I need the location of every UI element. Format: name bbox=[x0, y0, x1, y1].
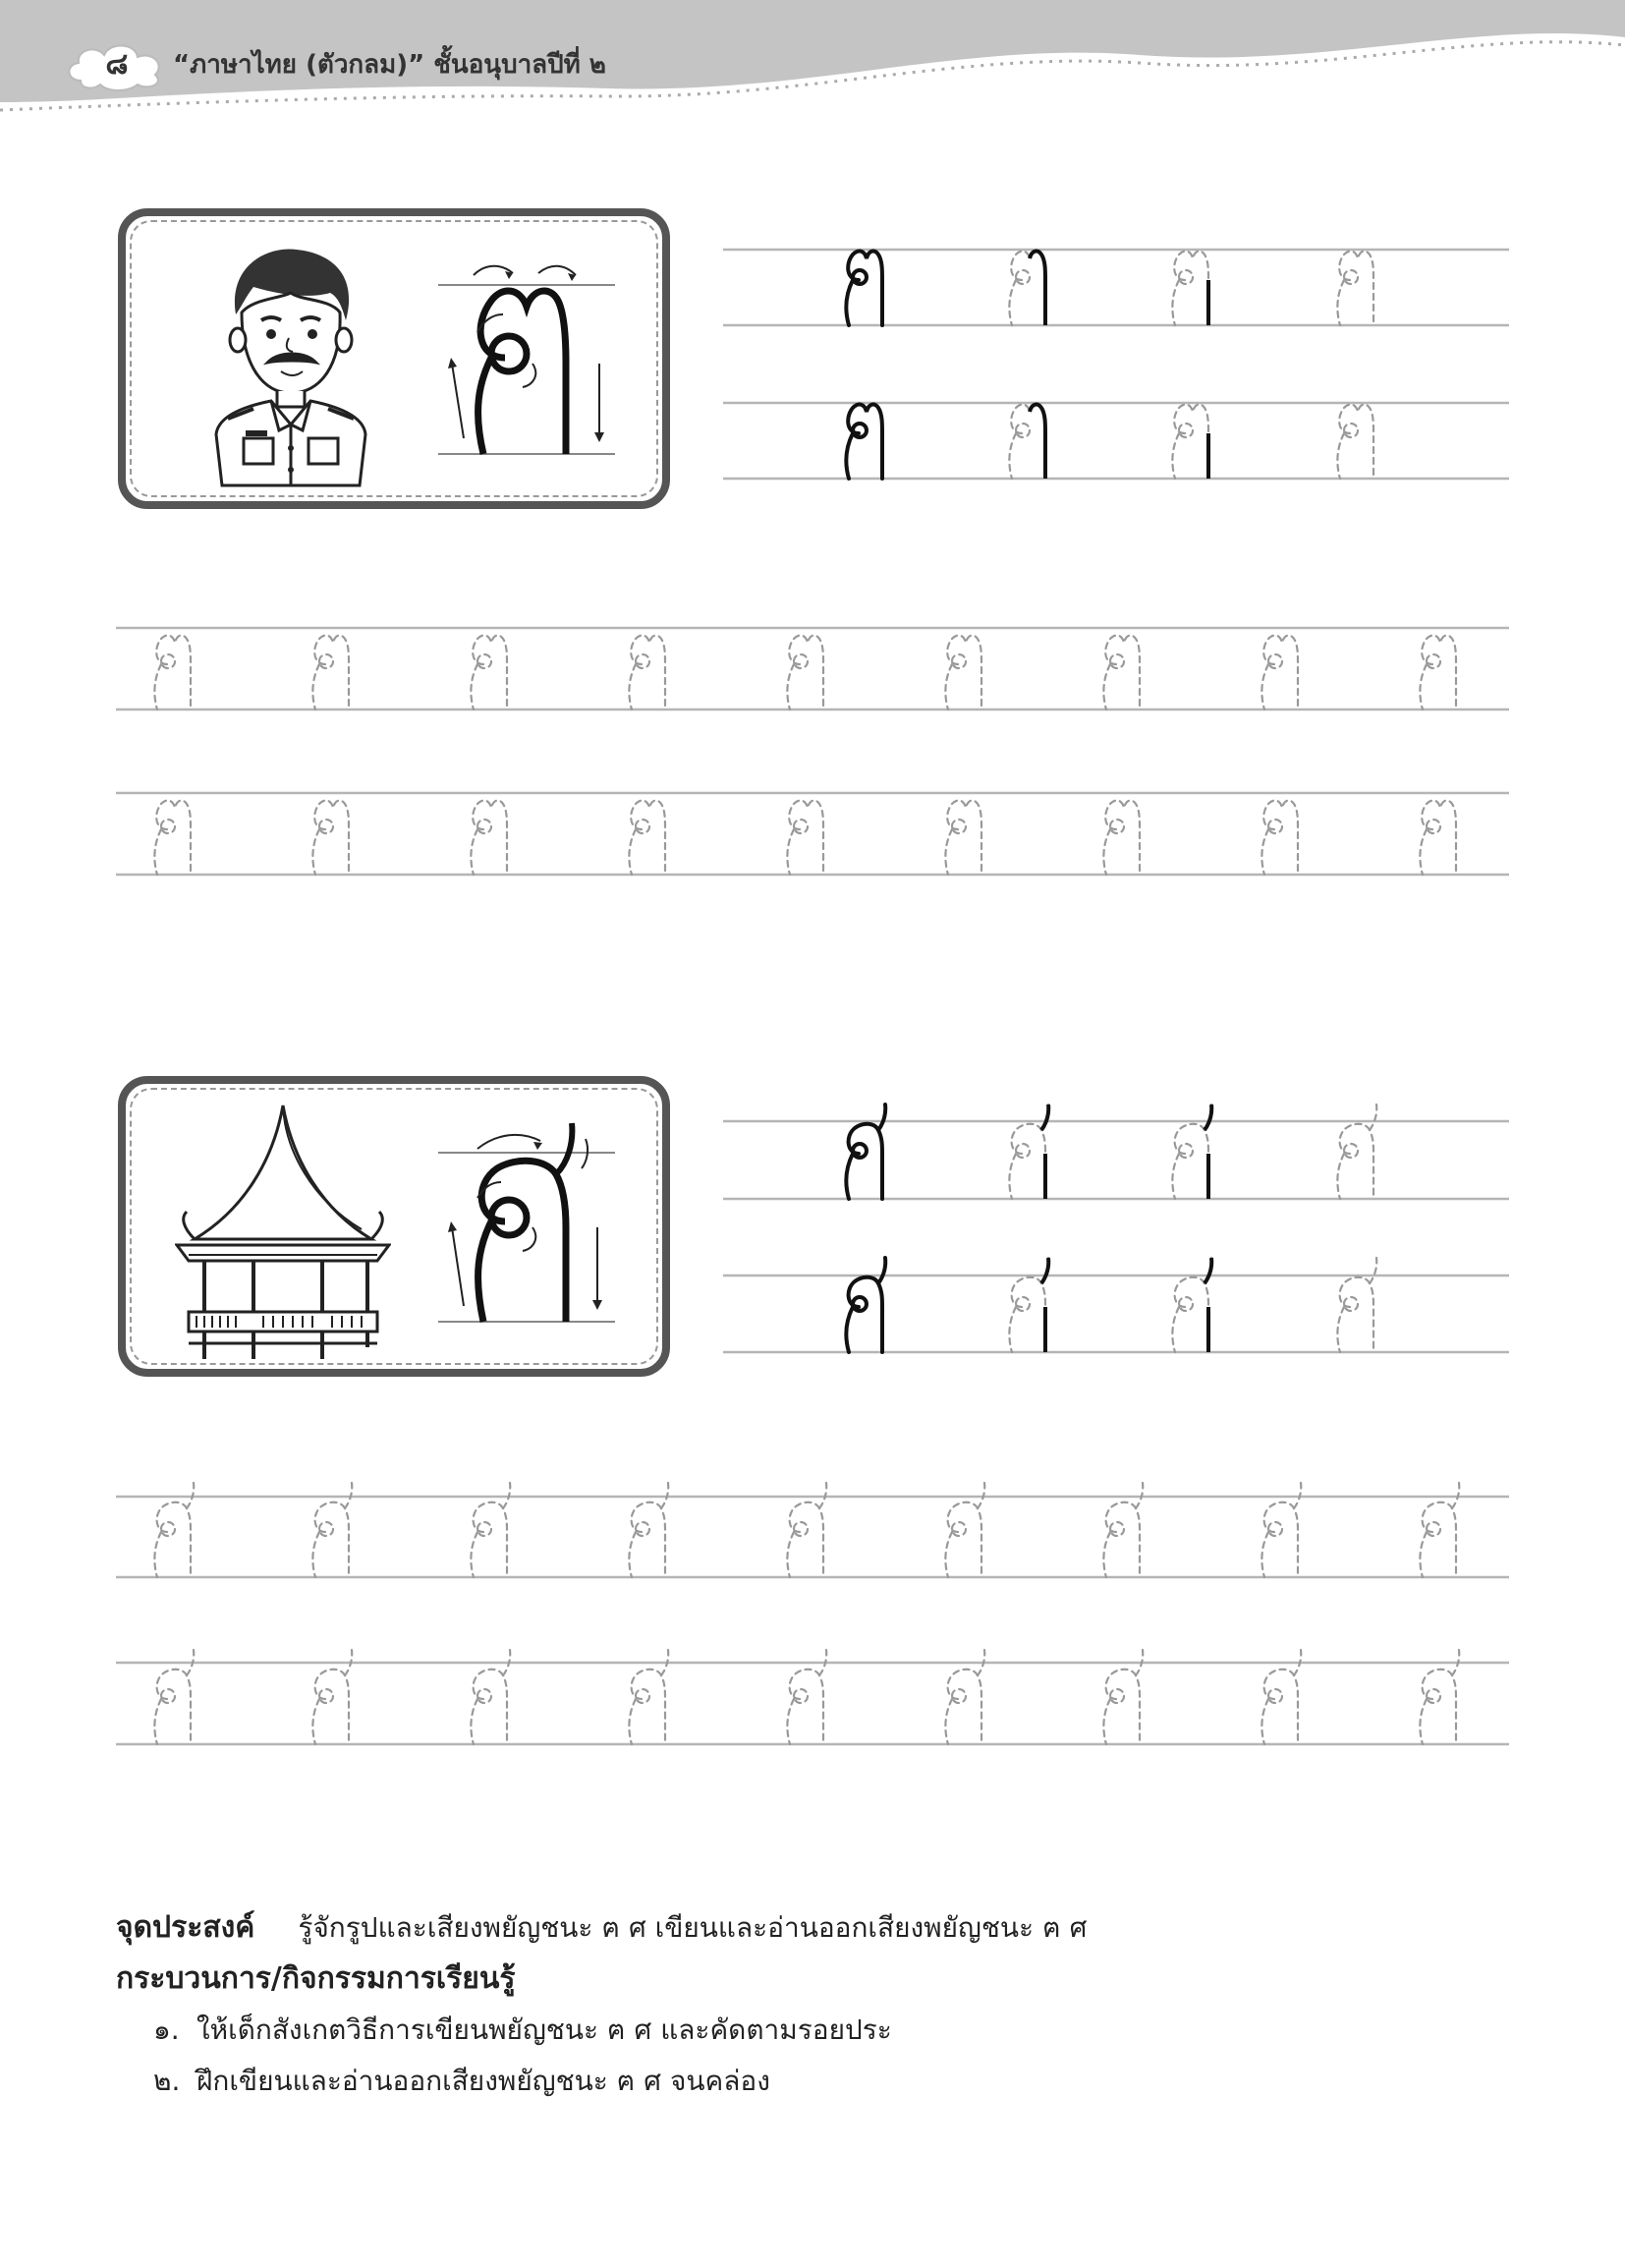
tracing-glyph bbox=[1337, 405, 1373, 479]
tracing-glyph bbox=[629, 636, 665, 709]
solid-tail bbox=[1205, 1258, 1211, 1283]
step-item bbox=[116, 2056, 1531, 2107]
tracing-glyph bbox=[1420, 636, 1456, 709]
objective-line bbox=[116, 1902, 1531, 1954]
tracing-glyph bbox=[1103, 1650, 1143, 1744]
tracing-glyph bbox=[1172, 405, 1208, 479]
tracing-glyph bbox=[846, 252, 882, 325]
process-heading: กระบวนการ/กิจกรรมการเรียนรู้ bbox=[116, 1961, 516, 1996]
tracing-glyph bbox=[846, 1258, 885, 1352]
tracing-glyph bbox=[1103, 636, 1140, 709]
tracing-glyph bbox=[1009, 1105, 1048, 1199]
tracing-glyph bbox=[1172, 1105, 1211, 1199]
tracing-glyph bbox=[154, 801, 191, 875]
tracing-glyph bbox=[787, 1650, 826, 1744]
tracing-glyph bbox=[945, 801, 981, 875]
step-number: ๑. bbox=[153, 2013, 180, 2046]
step-number: ๒. bbox=[153, 2065, 181, 2097]
tracing-glyph bbox=[1420, 1650, 1459, 1744]
tracing-glyph bbox=[1172, 252, 1208, 325]
tracing-glyph bbox=[1009, 1258, 1048, 1352]
running-title: “ภาษาไทย (ตัวกลม)” ชั้นอนุบาลปีที่ ๒ bbox=[173, 50, 606, 80]
tracing-glyph bbox=[312, 636, 349, 709]
tracing-glyph bbox=[471, 636, 507, 709]
tracing-glyph bbox=[787, 801, 823, 875]
solid-arc bbox=[1030, 405, 1045, 433]
tracing-glyph bbox=[1009, 405, 1045, 479]
objective-text: รู้จักรูปและเสียงพยัญชนะ ฅ ศ เขียนและอ่านออกเสียงพยัญชนะ ฅ ศ bbox=[298, 1911, 1088, 1944]
tracing-glyph bbox=[629, 801, 665, 875]
tracing-glyph bbox=[1261, 636, 1298, 709]
tracing-glyph bbox=[1261, 1650, 1301, 1744]
page-number: ๘ bbox=[105, 47, 129, 82]
tracing-glyph bbox=[154, 636, 191, 709]
tracing-glyph bbox=[1420, 801, 1456, 875]
solid-arc bbox=[1041, 1258, 1048, 1283]
tracing-glyph bbox=[1337, 252, 1373, 325]
tracing-glyph bbox=[312, 1650, 352, 1744]
tracing-glyph bbox=[846, 1105, 885, 1199]
solid-arc bbox=[1030, 252, 1045, 280]
solid-arc bbox=[1041, 1105, 1048, 1130]
step-text: ฝึกเขียนและอ่านออกเสียงพยัญชนะ ฅ ศ จนคล่อง bbox=[196, 2065, 770, 2097]
tracing-glyph bbox=[1009, 252, 1045, 325]
lesson-notes bbox=[116, 1902, 1531, 2107]
tracing-glyph bbox=[945, 1650, 984, 1744]
solid-tail bbox=[1205, 1105, 1211, 1130]
tracing-glyph bbox=[629, 1650, 668, 1744]
tracing-glyph bbox=[154, 1650, 194, 1744]
objective-label: จุดประสงค์ bbox=[116, 1910, 255, 1945]
tracing-glyph bbox=[471, 1650, 510, 1744]
tracing-glyph bbox=[1172, 1258, 1211, 1352]
tracing-glyph bbox=[312, 801, 349, 875]
tracing-glyph bbox=[1337, 1105, 1376, 1199]
tracing-glyph bbox=[846, 405, 882, 479]
tracing-glyph bbox=[787, 636, 823, 709]
tracing-glyph bbox=[1261, 801, 1298, 875]
tracing-glyph bbox=[1103, 801, 1140, 875]
step-text: ให้เด็กสังเกตวิธีการเขียนพยัญชนะ ฅ ศ และคัดตามรอยประ bbox=[196, 2013, 892, 2046]
tracing-glyph bbox=[471, 801, 507, 875]
tracing-glyph bbox=[1337, 1258, 1376, 1352]
step-item bbox=[116, 2005, 1531, 2056]
tracing-glyph bbox=[945, 636, 981, 709]
